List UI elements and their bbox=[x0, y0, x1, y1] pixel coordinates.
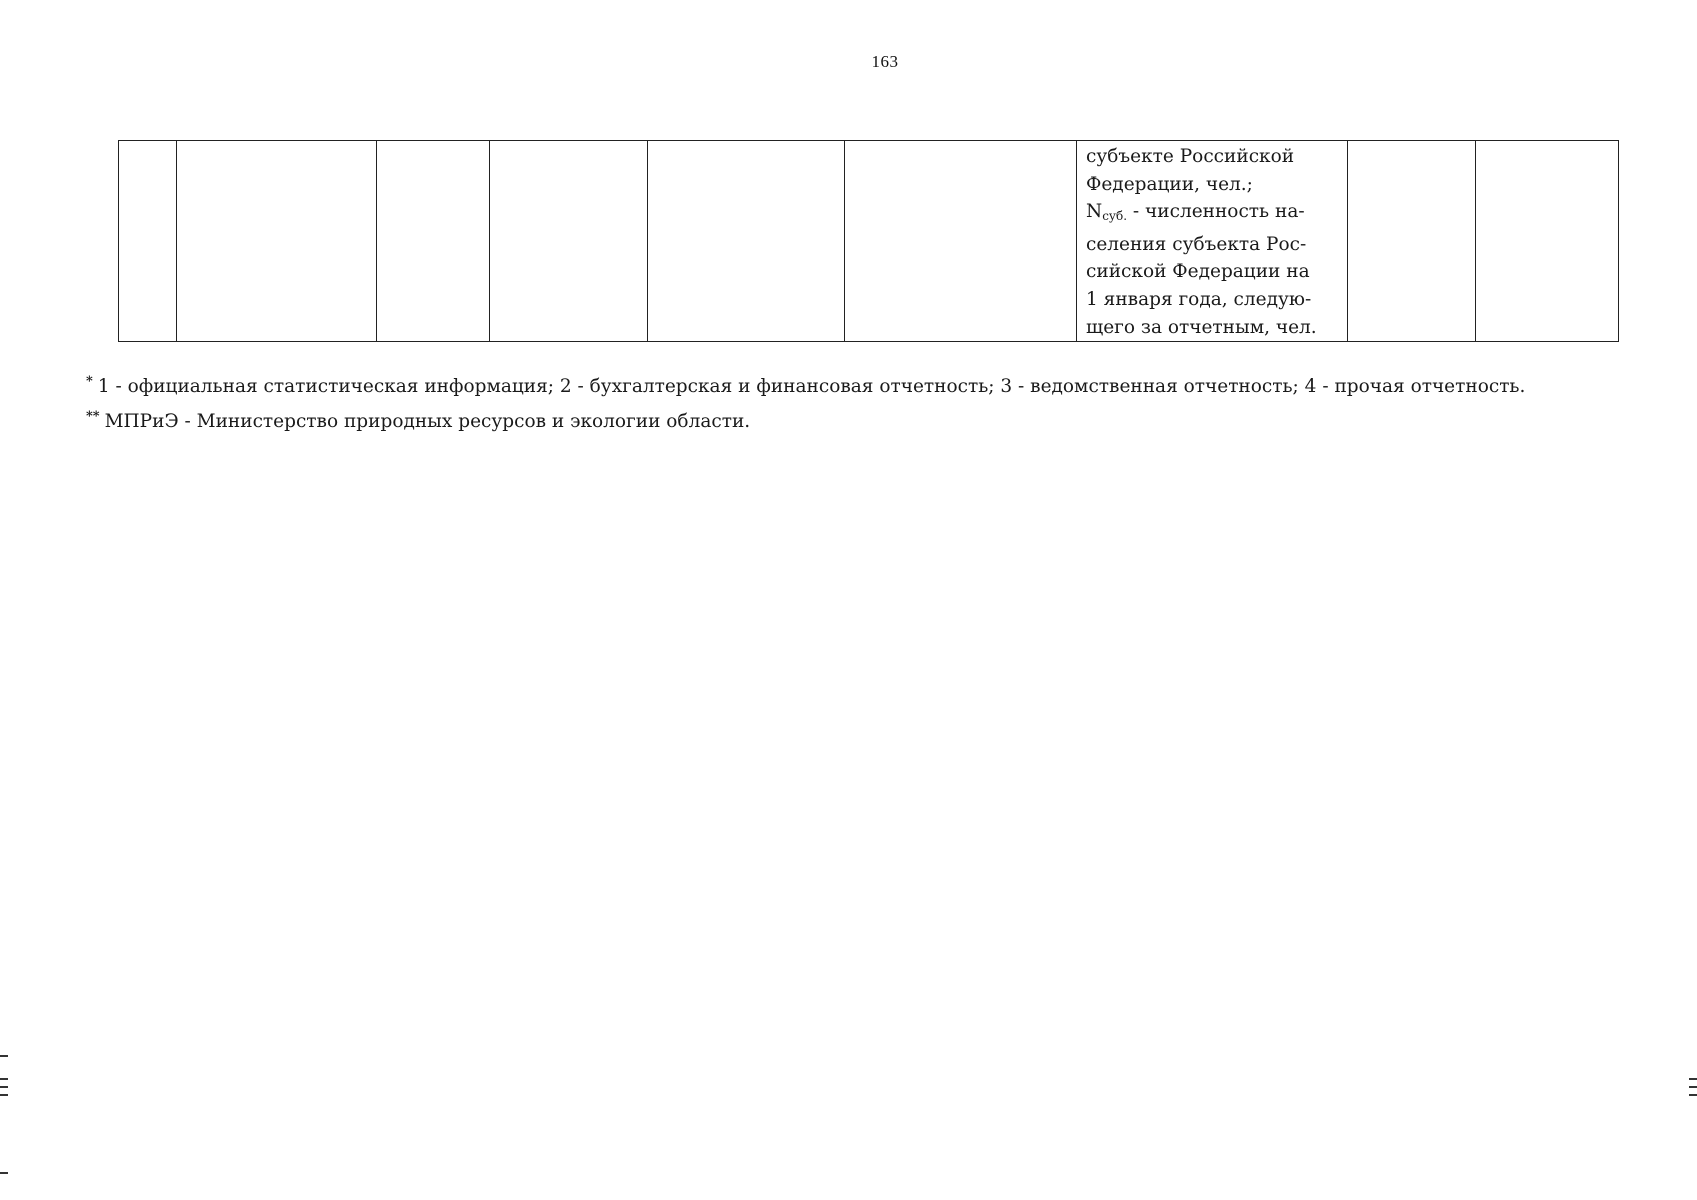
footnote-marker: ** bbox=[86, 409, 100, 424]
cell-line: Федерации, чел.; bbox=[1086, 173, 1253, 195]
footnote-text: МПРиЭ - Министерство природных ресурсов и экологии области. bbox=[104, 411, 751, 432]
margin-mark bbox=[0, 1172, 8, 1174]
footnote-text: 1 - официальная статистическая информация; 2 - бухгалтерская и финансовая отчетность; 3 - ведомственная отчетность; 4 - прочая отчетность. bbox=[97, 376, 1526, 397]
cell-line bbox=[1086, 198, 1339, 231]
table-cell-calculation-method bbox=[1077, 141, 1348, 342]
table-cell-col-8 bbox=[1348, 141, 1476, 342]
footnotes bbox=[86, 367, 1686, 437]
margin-mark bbox=[1689, 1078, 1697, 1080]
table-cell-col-5 bbox=[648, 141, 845, 342]
cell-line: сийской Федерации на bbox=[1086, 261, 1310, 283]
cell-line: селения субъекта Рос- bbox=[1086, 233, 1307, 255]
margin-mark bbox=[0, 1055, 8, 1057]
margin-mark bbox=[1689, 1094, 1697, 1096]
footnote-marker: * bbox=[86, 374, 93, 389]
table-cell-col-6 bbox=[845, 141, 1077, 342]
table-cell-col-9 bbox=[1476, 141, 1619, 342]
margin-mark bbox=[0, 1078, 8, 1080]
page-number: 163 bbox=[871, 52, 899, 71]
table-row bbox=[119, 141, 1619, 342]
margin-mark bbox=[0, 1094, 8, 1096]
cell-line-rest: - численность на- bbox=[1127, 201, 1305, 223]
table-cell-col-4 bbox=[490, 141, 648, 342]
table-cell-col-3 bbox=[377, 141, 490, 342]
symbol-subscript: суб. bbox=[1102, 209, 1128, 224]
symbol-n: N bbox=[1086, 201, 1103, 223]
cell-line: щего за отчетным, чел. bbox=[1086, 316, 1317, 338]
table-cell-col-2 bbox=[177, 141, 377, 342]
margin-mark bbox=[0, 1086, 8, 1088]
footnote-sources bbox=[86, 367, 1686, 402]
margin-mark bbox=[1689, 1086, 1697, 1088]
cell-line: субъекте Российской bbox=[1086, 146, 1295, 167]
footnote-abbreviation bbox=[86, 402, 1686, 437]
cell-line: 1 января года, следую- bbox=[1086, 288, 1312, 310]
table-cell-col-1 bbox=[119, 141, 177, 342]
data-table bbox=[118, 140, 1619, 342]
